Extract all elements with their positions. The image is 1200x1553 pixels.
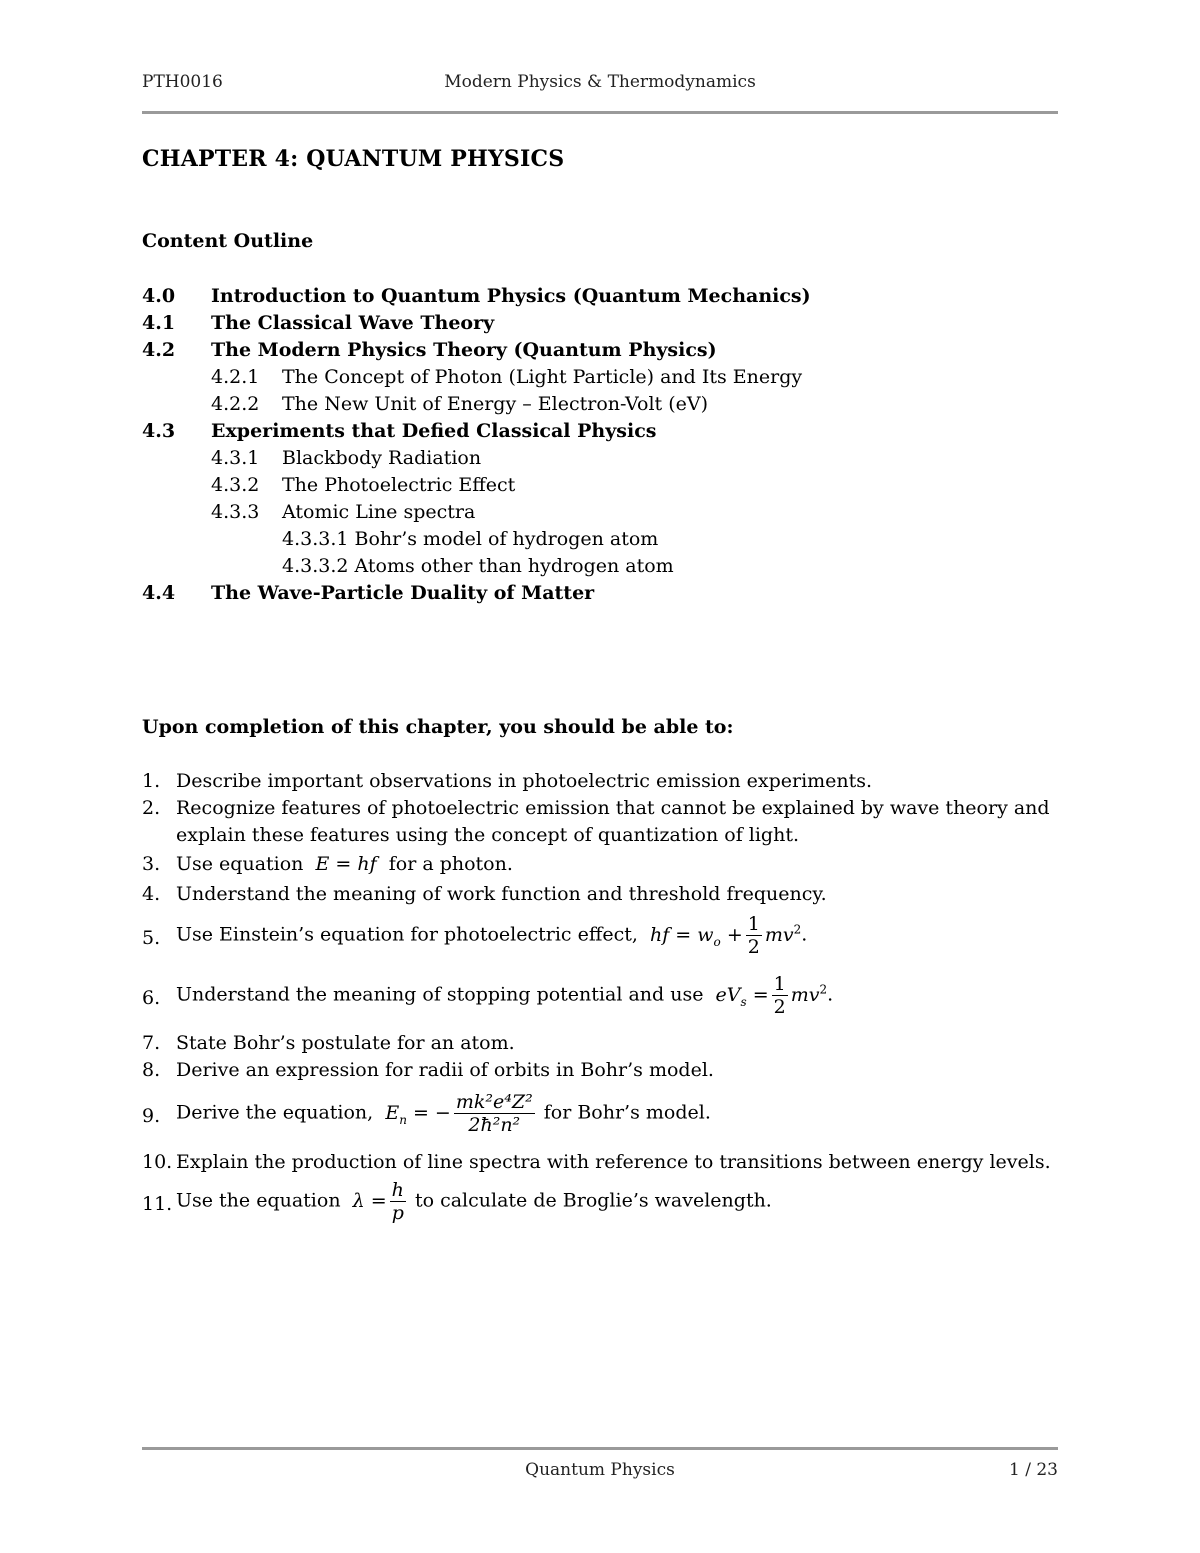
objective-line-1: Recognize features of photoelectric emission that cannot be explained by wave theory and bbox=[176, 797, 1050, 819]
page-number: 1 / 23 bbox=[1009, 1460, 1058, 1480]
course-code: PTH0016 bbox=[142, 72, 223, 92]
footer-topic: Quantum Physics bbox=[525, 1460, 675, 1480]
equation-de-broglie: λ = $\frac{h}{p}$ bbox=[352, 1179, 404, 1224]
page-header bbox=[142, 72, 1058, 98]
toc-item: 4.3 Experiments that Defied Classical Physics bbox=[142, 420, 657, 442]
objectives-heading: Upon completion of this chapter, you should be able to: bbox=[142, 716, 734, 738]
chapter-title: CHAPTER 4: QUANTUM PHYSICS bbox=[142, 146, 565, 172]
toc-item: 4.4 The Wave-Particle Duality of Matter bbox=[142, 582, 595, 604]
footer-rule bbox=[142, 1447, 1058, 1450]
equation-photon-energy: E = hf bbox=[315, 853, 377, 875]
document-page: PTH0016 Modern Physics & Thermodynamics CHAPTER 4: QUANTUM PHYSICS Content Outline 4.0 Introduction to Quantum Physics (Quantum Mechanics) 4.1 The Classical Wave Theory 4.2 The Modern Physics Theory (Quantum Physics) 4.2.1 The Concept of Photon (Light Particle) and Its Energy 4.2.2 The New Unit of Energy – Electron-Volt (eV) 4.3 Experiments that Defied Classical Physics 4.3.1 Blackbody Radiation 4.3.2 The Photoelectric Effect 4.3.3 Atomic Line spectra 4.3.3.1 Bohr’s model of hydrogen atom 4.3.3.2 Atoms other than hydrogen atom 4.4 The Wave-Particle Duality of Matter Upon completion of this chapter, you should be able to: 1. Describe important observations in photoelectric emission experiments. 2. Recognize features of photoelectric emission that cannot be explained by wave theory and explain these features using the concept of quantization of light. 3. Use equation E = hf for a photon. 4. Understand the meaning of work function and threshold frequency. 5. Use Einstein’s equation for photoelectric effect, hf = $w_o$ + $\frac{1}{2}$ $mv^2$. 6. Understand the meaning of stopping potential and use $eV_s$ = $\frac{1}{2}$ $mv^2$. 7. State Bohr’s postulate for an atom. 8. Derive an expression for radii of orbits in Bohr’s model. 9. Derive the equation, $E_n$ = − $\frac{\text{mk²e⁴Z²}}{\text{2ħ²n²}}$ for Bohr’s model. 10. Explain the production of line spectra with reference to transitions between energy levels. 11. Use the equation λ = $\frac{h}{p}$ to calculate de Broglie’s wavelength. Quantum Physics 1 / 23 bbox=[142, 72, 1058, 1480]
toc-item: 4.3.3.1 Bohr’s model of hydrogen atom bbox=[282, 528, 659, 550]
toc-item: 4.2.1 The Concept of Photon (Light Particle) and Its Energy bbox=[211, 366, 803, 388]
table-of-contents bbox=[142, 284, 1058, 608]
toc-item: 4.3.3.2 Atoms other than hydrogen atom bbox=[282, 555, 674, 577]
equation-stopping-potential: $eV_s$ = $\frac{1}{2}$ $mv^2$ bbox=[715, 973, 828, 1018]
equation-bohr-energy: $E_n$ = − $\frac{\text{mk²e⁴Z²}}{\text{2ħ²n²}}$ bbox=[385, 1091, 533, 1136]
course-title: Modern Physics & Thermodynamics bbox=[444, 72, 756, 92]
equation-einstein: hf = $w_o$ + $\frac{1}{2}$ $mv^2$ bbox=[650, 913, 802, 958]
toc-item: 4.3.1 Blackbody Radiation bbox=[211, 447, 482, 469]
toc-item: 4.3.3 Atomic Line spectra bbox=[211, 501, 476, 523]
toc-item: 4.3.2 The Photoelectric Effect bbox=[211, 474, 516, 496]
header-rule bbox=[142, 111, 1058, 114]
toc-item: 4.0 Introduction to Quantum Physics (Quantum Mechanics) bbox=[142, 285, 811, 307]
toc-item: 4.1 The Classical Wave Theory bbox=[142, 312, 495, 334]
content-outline-heading: Content Outline bbox=[142, 230, 314, 252]
toc-item: 4.2 The Modern Physics Theory (Quantum Physics) bbox=[142, 339, 717, 361]
toc-item: 4.2.2 The New Unit of Energy – Electron-Volt (eV) bbox=[211, 393, 709, 415]
